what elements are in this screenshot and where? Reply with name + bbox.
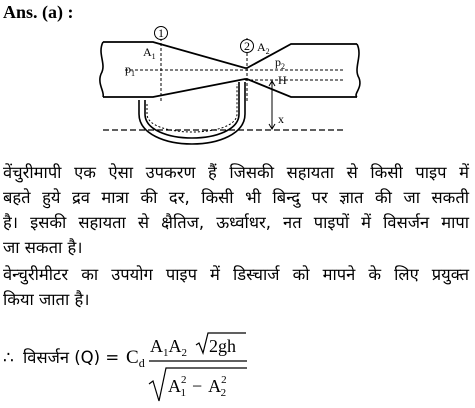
pipe-bottom-wall — [103, 79, 357, 97]
venturimeter-use — [3, 262, 469, 312]
discharge-formula — [3, 328, 473, 406]
formula-denominator: $A^2$ $1 - A^2$ 2 — [168, 374, 227, 399]
section-1-number: 1 — [158, 26, 164, 40]
head-label: H — [278, 73, 287, 87]
pressure-1-label: $p_1$ — [125, 62, 135, 78]
therefore-symbol: ∴ — [3, 348, 14, 368]
inlet-pipe — [103, 42, 357, 68]
manometer-liquid — [147, 84, 237, 132]
paragraph-line: वेंचुरीमापी एक ऐसा उपकरण हैं जिसकी सहायता से किसी पाइप में — [3, 163, 469, 182]
formula-numerator: $A_1A_2$ — [150, 336, 187, 359]
area-2-label: $A_2$ — [257, 40, 270, 56]
paragraph-line: बहते हुये द्रव मात्रा की दर, किसी भी बिन्दु पर ज्ञात की जा सकती — [3, 188, 469, 207]
formula-lhs: विसर्जन (Q) = — [23, 348, 120, 367]
venturimeter-diagram — [95, 24, 365, 146]
inlet-pipe-end — [100, 42, 103, 97]
paragraph-line: जा सकता है। — [3, 238, 83, 257]
paragraph-line: है। इसकी सहायता से क्षैतिज, ऊर्ध्वाधर, नत पाइपों में विसर्जन मापा — [3, 213, 469, 232]
answer-label: Ans. (a) : — [3, 2, 74, 22]
paragraph-line: वेन्चुरीमीटर का उपयोग पाइप में डिस्चार्ज को मापने के लिए प्रयुक्त — [3, 265, 469, 284]
outlet-pipe-end — [356, 44, 360, 97]
section-2-number: 2 — [244, 39, 250, 53]
venturimeter-description — [3, 160, 469, 260]
pressure-2-label: $p_2$ — [275, 55, 285, 71]
manometer-tube — [139, 82, 245, 144]
discharge-coefficient: $C_d$ — [126, 347, 145, 370]
area-1-label: $A_1$ — [143, 45, 156, 61]
numerator-root-content: 2gh — [209, 336, 236, 356]
paragraph-line: किया जाता है। — [3, 290, 90, 309]
height-label: x — [278, 112, 284, 126]
